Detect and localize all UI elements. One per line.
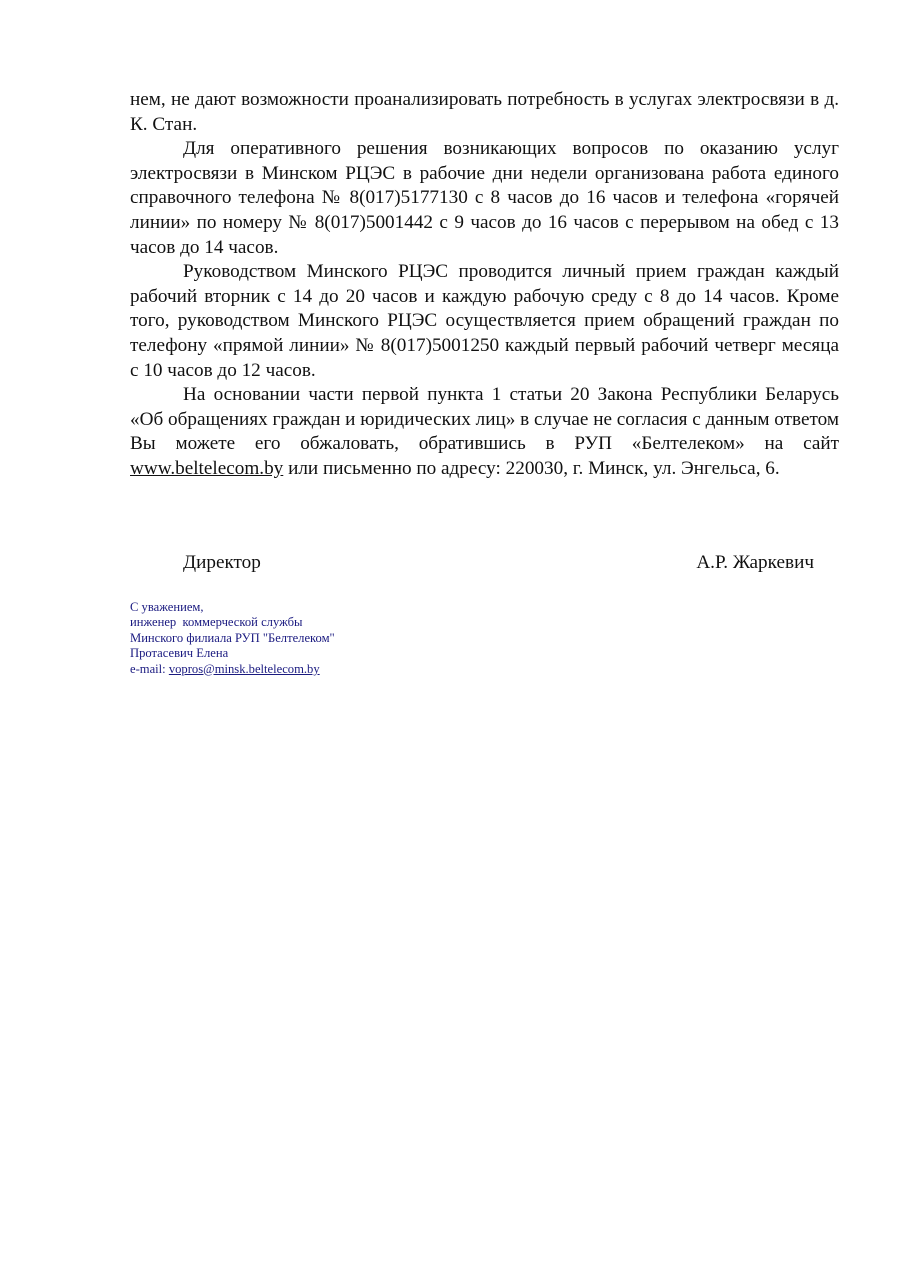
footer-organization: Минского филиала РУП "Белтелеком" [130, 630, 335, 645]
appeal-text-before: На основании части первой пункта 1 статьи 20 Закона Республики Беларусь «Об обращениях граждан и юридических лиц» в случае не согласия с данным ответом Вы можете его обжаловать, обратившись в РУП «Белтелеком» на сайт [130, 384, 839, 455]
paragraph-appeal-info [130, 383, 839, 481]
signature-row [183, 552, 814, 574]
email-link[interactable]: vopros@minsk.beltelecom.by [168, 661, 320, 676]
footer-person: Протасевич Елена [130, 646, 229, 661]
footer-email-line [130, 662, 335, 677]
paragraph-hotline-info: Для оперативного решения возникающих вопросов по оказанию услуг электросвязи в Минском РЦЭС в рабочие дни недели организована работа единого справочного телефона № 8(017)5177130 с 8 часов до 16 часов и телефона «горячей линии» по номеру № 8(017)5001442 с 9 часов до 16 часов с перерывом на обед с 13 часов до 14 часов. [130, 138, 839, 258]
signer-position: Директор [183, 552, 261, 573]
appeal-text-after: или письменно по адресу: 220030, г. Минск, ул. Энгельса, 6. [283, 457, 780, 479]
footer-greeting: С уважением, [130, 600, 204, 614]
footer-role: инженер коммерческой службы [130, 615, 303, 630]
letter-body [130, 88, 839, 482]
paragraph-continuation: нем, не дают возможности проанализировать потребность в услугах электросвязи в д. К. Стан. [130, 89, 839, 135]
signer-name: А.Р. Жаркевич [696, 552, 814, 573]
email-label: e-mail: [130, 661, 169, 676]
website-link[interactable]: www.beltelecom.by [130, 457, 284, 479]
contact-footer [130, 600, 335, 677]
paragraph-reception-info: Руководством Минского РЦЭС проводится личный прием граждан каждый рабочий вторник с 14 до 20 часов и каждую рабочую среду с 8 до 14 часов. Кроме того, руководством Минского РЦЭС осуществляется прием обращений граждан по телефону «прямой линии» № 8(017)5001250 каждый первый рабочий четверг месяца с 10 часов до 12 часов. [130, 261, 839, 381]
